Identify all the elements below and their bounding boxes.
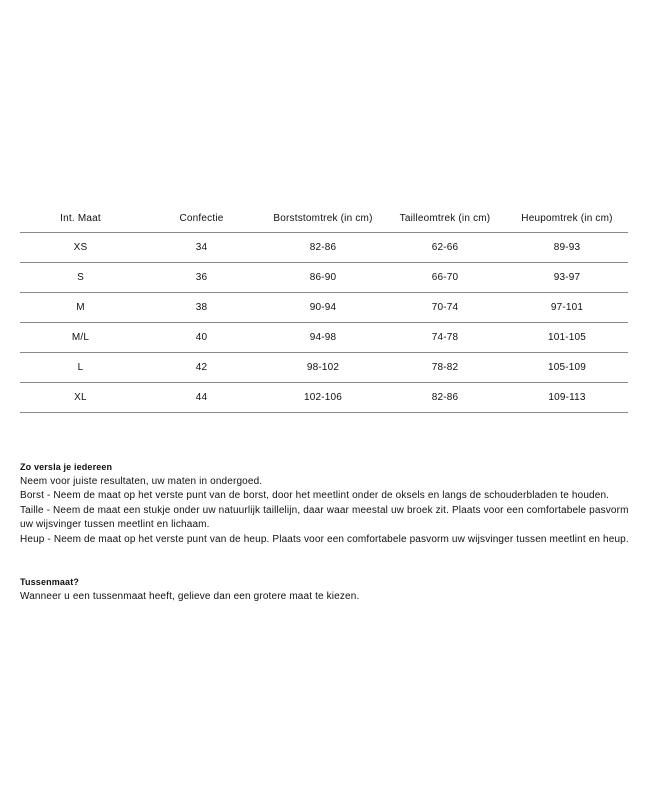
measure-waist-text: Taille - Neem de maat een stukje onder uw natuurlijk taillelijn, daar waar meestal uw broek zit. Plaats voor een comfortabele pasvorm uw wijsvinger tussen meetlint en lichaam. xyxy=(20,504,629,531)
cell-waist: 78-82 xyxy=(384,353,506,383)
cell-int-size: XS xyxy=(20,233,141,263)
cell-int-size: M/L xyxy=(20,323,141,353)
cell-confection: 34 xyxy=(141,233,262,263)
table-row xyxy=(20,383,628,413)
cell-hip: 93-97 xyxy=(506,263,628,293)
cell-hip: 97-101 xyxy=(506,293,628,323)
cell-waist: 82-86 xyxy=(384,383,506,413)
cell-chest: 94-98 xyxy=(262,323,384,353)
cell-int-size: L xyxy=(20,353,141,383)
cell-int-size: S xyxy=(20,263,141,293)
measure-hip-text: Heup - Neem de maat op het verste punt van de heup. Plaats voor een comfortabele pasvorm uw wijsvinger tussen meetlint en heup. xyxy=(20,533,629,545)
cell-hip: 101-105 xyxy=(506,323,628,353)
cell-hip: 109-113 xyxy=(506,383,628,413)
cell-chest: 86-90 xyxy=(262,263,384,293)
column-header-hip: Heupomtrek (in cm) xyxy=(506,204,628,233)
cell-confection: 40 xyxy=(141,323,262,353)
measure-intro: Neem voor juiste resultaten, uw maten in ondergoed. xyxy=(20,475,263,487)
cell-int-size: XL xyxy=(20,383,141,413)
cell-int-size: M xyxy=(20,293,141,323)
measure-instructions xyxy=(20,460,635,548)
column-header-int-size: Int. Maat xyxy=(20,204,141,233)
cell-chest: 82-86 xyxy=(262,233,384,263)
column-header-chest: Borststomtrek (in cm) xyxy=(262,204,384,233)
column-header-confection: Confectie xyxy=(141,204,262,233)
table-row xyxy=(20,293,628,323)
table-row xyxy=(20,353,628,383)
measure-chest-text: Borst - Neem de maat op het verste punt van de borst, door het meetlint onder de oksels en langs de schouderbladen te houden. xyxy=(20,490,610,502)
table-row xyxy=(20,233,628,263)
table-row xyxy=(20,323,628,353)
table-header-row xyxy=(20,204,628,233)
cell-chest: 102-106 xyxy=(262,383,384,413)
cell-chest: 90-94 xyxy=(262,293,384,323)
column-header-waist: Tailleomtrek (in cm) xyxy=(384,204,506,233)
cell-waist: 66-70 xyxy=(384,263,506,293)
size-table xyxy=(20,204,628,413)
cell-waist: 74-78 xyxy=(384,323,506,353)
cell-confection: 42 xyxy=(141,353,262,383)
cell-hip: 105-109 xyxy=(506,353,628,383)
cell-waist: 62-66 xyxy=(384,233,506,263)
between-size-section xyxy=(20,575,635,604)
cell-confection: 36 xyxy=(141,263,262,293)
cell-confection: 44 xyxy=(141,383,262,413)
cell-confection: 38 xyxy=(141,293,262,323)
cell-chest: 98-102 xyxy=(262,353,384,383)
measure-heading: Zo versla je iedereen xyxy=(20,462,113,472)
table-row xyxy=(20,263,628,293)
cell-hip: 89-93 xyxy=(506,233,628,263)
between-size-heading: Tussenmaat? xyxy=(20,577,79,587)
cell-waist: 70-74 xyxy=(384,293,506,323)
between-size-text: Wanneer u een tussenmaat heeft, gelieve dan een grotere maat te kiezen. xyxy=(20,590,360,602)
